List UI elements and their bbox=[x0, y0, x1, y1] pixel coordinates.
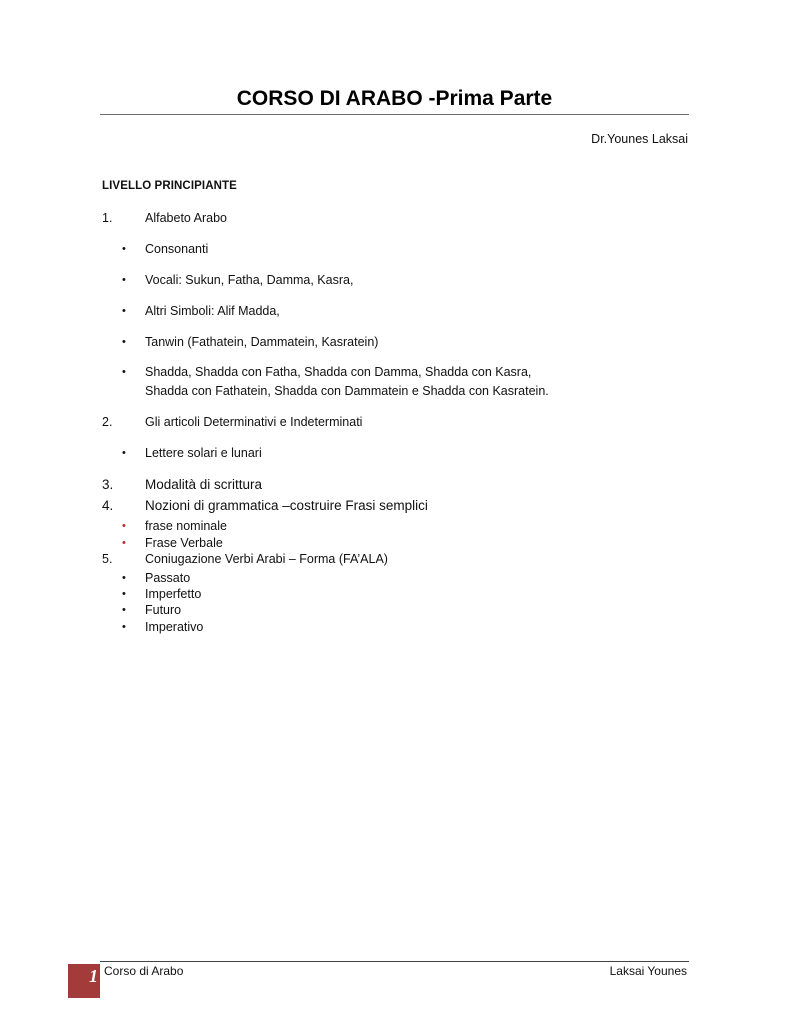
list-item-text: Imperativo bbox=[145, 620, 204, 634]
footer-course-title: Corso di Arabo bbox=[104, 964, 184, 978]
bullet-icon: • bbox=[122, 336, 126, 348]
bullet-icon: • bbox=[122, 537, 126, 549]
footer-divider bbox=[100, 961, 689, 962]
author-name: Dr.Younes Laksai bbox=[591, 132, 688, 146]
bullet-icon: • bbox=[122, 520, 126, 532]
list-item-text: Vocali: Sukun, Fatha, Damma, Kasra, bbox=[145, 273, 354, 287]
list-item-text: Modalità di scrittura bbox=[145, 477, 263, 492]
list-item-text: Frase Verbale bbox=[145, 536, 223, 550]
list-item-text: Lettere solari e lunari bbox=[145, 446, 262, 460]
bullet-icon: • bbox=[122, 243, 126, 255]
list-number: 3. bbox=[102, 477, 114, 492]
list-item-text: Tanwin (Fathatein, Dammatein, Kasratein) bbox=[145, 335, 379, 349]
bullet-icon: • bbox=[122, 274, 126, 286]
list-number: 5. bbox=[102, 552, 113, 566]
page-number-badge: 1 bbox=[68, 964, 100, 998]
bullet-icon: • bbox=[122, 604, 126, 616]
list-item-text: Shadda con Fathatein, Shadda con Dammatein e Shadda con Kasratein. bbox=[145, 384, 549, 398]
bullet-icon: • bbox=[122, 447, 126, 459]
list-number: 4. bbox=[102, 498, 114, 513]
list-item-text: Alfabeto Arabo bbox=[145, 211, 228, 225]
level-heading: LIVELLO PRINCIPIANTE bbox=[102, 180, 237, 192]
bullet-icon: • bbox=[122, 366, 126, 378]
document-title: CORSO DI ARABO -Prima Parte bbox=[236, 87, 553, 110]
bullet-icon: • bbox=[122, 588, 126, 600]
list-item-text: frase nominale bbox=[145, 519, 227, 533]
list-item-text: Gli articoli Determinativi e Indeterminati bbox=[145, 415, 363, 429]
list-item-text: Altri Simboli: Alif Madda, bbox=[145, 304, 280, 318]
title-divider bbox=[100, 114, 689, 115]
list-item-text: Nozioni di grammatica –costruire Frasi semplici bbox=[145, 498, 428, 513]
list-item-text: Passato bbox=[145, 571, 191, 585]
list-item-text: Imperfetto bbox=[145, 587, 202, 601]
list-item-text: Futuro bbox=[145, 603, 182, 617]
list-item-text: Shadda, Shadda con Fatha, Shadda con Damma, Shadda con Kasra, bbox=[145, 365, 532, 379]
footer-author: Laksai Younes bbox=[609, 964, 687, 978]
bullet-icon: • bbox=[122, 572, 126, 584]
list-item-text: Consonanti bbox=[145, 242, 209, 256]
bullet-icon: • bbox=[122, 305, 126, 317]
list-number: 2. bbox=[102, 415, 113, 429]
list-item-text: Coniugazione Verbi Arabi – Forma (FA’ALA) bbox=[145, 552, 388, 566]
bullet-icon: • bbox=[122, 621, 126, 633]
list-number: 1. bbox=[102, 211, 113, 225]
